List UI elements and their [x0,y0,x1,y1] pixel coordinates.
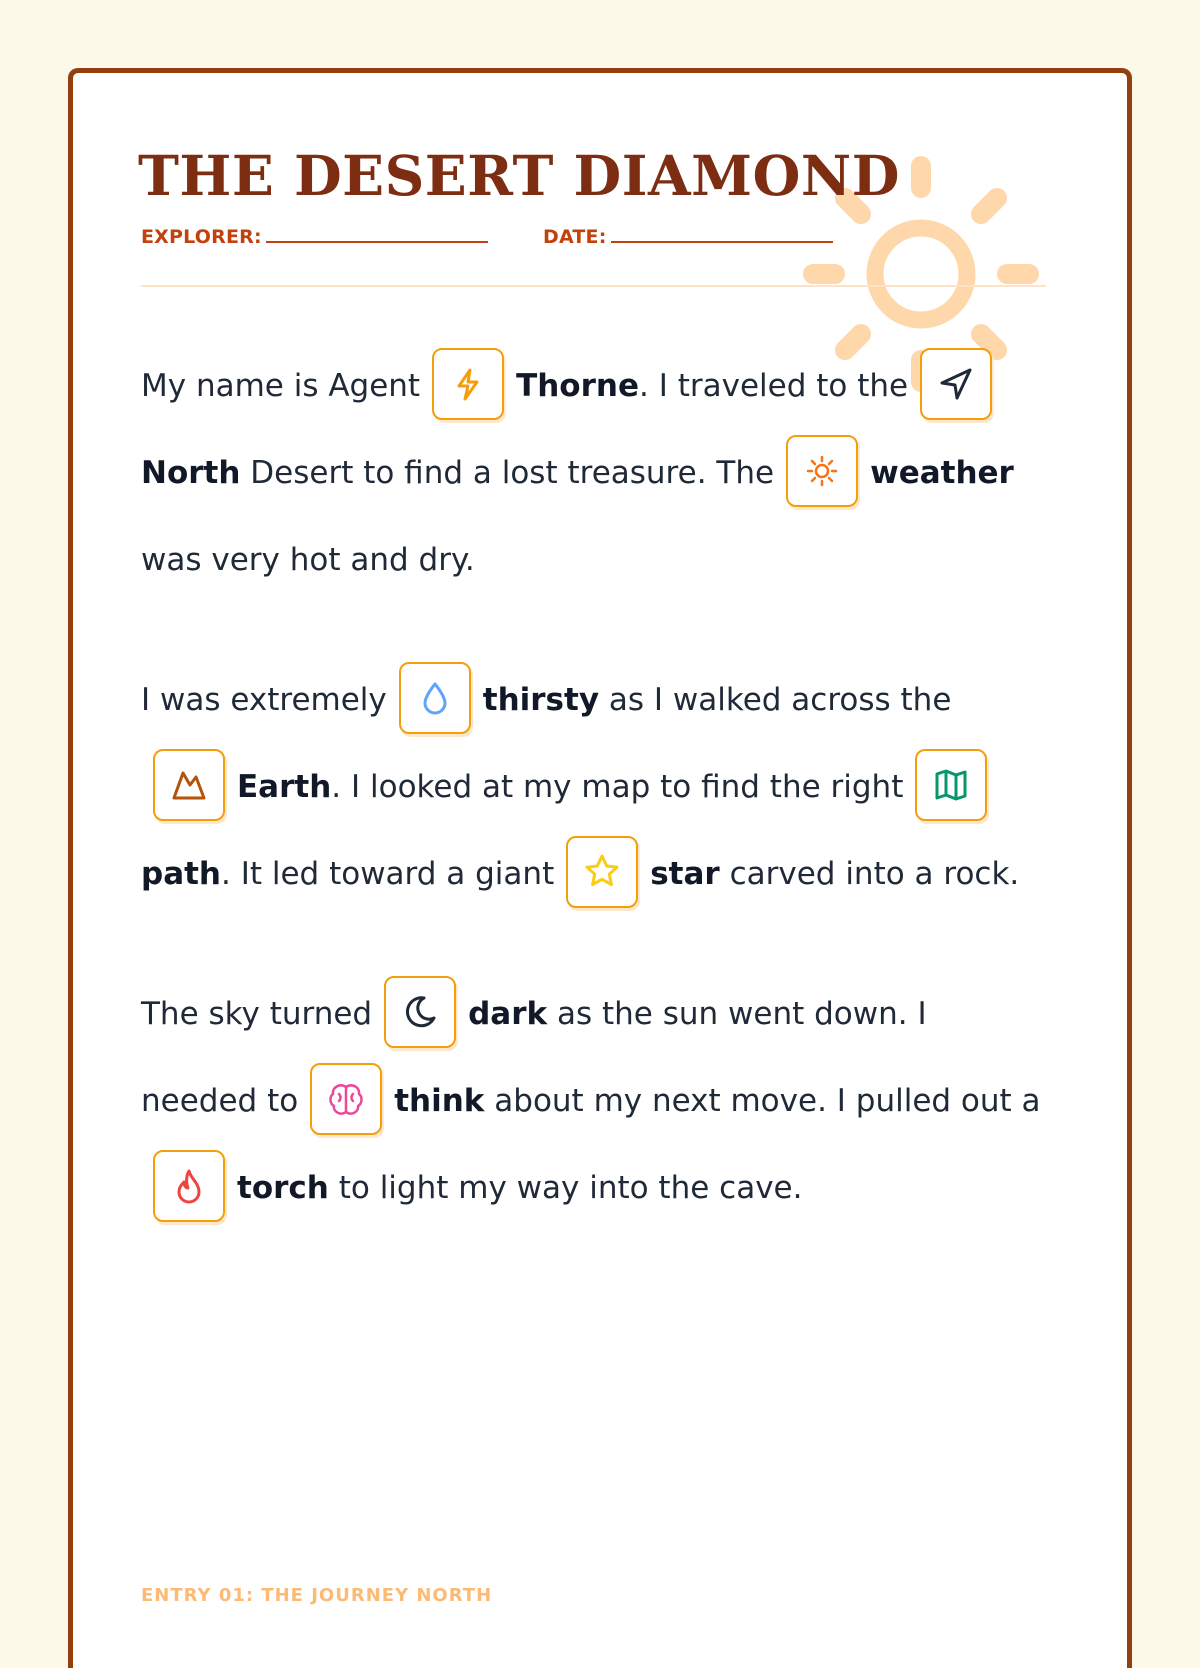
keyword: dark [468,996,548,1032]
keyword: torch [237,1170,329,1206]
text-span: . It led toward a giant [221,856,555,892]
text-span: Desert to find a lost treasure. The [250,455,775,491]
keyword: Earth [237,769,332,805]
story-text [141,343,1041,1285]
paragraph-2 [141,657,1041,918]
mountain-icon [153,749,225,821]
keyword: North [141,455,241,491]
explorer-blank[interactable] [266,225,488,243]
worksheet-card [68,68,1132,1668]
brain-icon [310,1063,382,1135]
paragraph-3 [141,971,1041,1232]
date-field[interactable] [543,225,833,248]
text-span: The sky turned [141,996,373,1032]
keyword: think [394,1083,485,1119]
text-span: as the sun went down. I needed to [141,996,927,1119]
text-span: . I traveled to the [639,368,909,404]
text-span: My name is Agent [141,368,421,404]
date-blank[interactable] [611,225,833,243]
text-span: . I looked at my map to find the right [331,769,904,805]
header-divider [141,285,1046,287]
worksheet-title: THE DESERT DIAMOND [138,143,900,208]
map-icon [915,749,987,821]
text-span: to light my way into the cave. [338,1170,803,1206]
paragraph-1 [141,343,1041,604]
flame-icon [153,1150,225,1222]
keyword: path [141,856,221,892]
explorer-field[interactable] [141,225,488,248]
explorer-label: EXPLORER: [141,226,262,248]
keyword: Thorne [516,368,639,404]
moon-icon [384,976,456,1048]
keyword: star [650,856,720,892]
text-span: I was extremely [141,682,387,718]
navigation-arrow-icon [920,348,992,420]
droplet-icon [399,662,471,734]
keyword: weather [870,455,1014,491]
date-label: DATE: [543,226,607,248]
sun-icon [786,435,858,507]
keyword: thirsty [482,682,600,718]
star-icon [566,836,638,908]
lightning-icon [432,348,504,420]
text-span: about my next move. I pulled out a [494,1083,1041,1119]
text-span: was very hot and dry. [141,542,475,578]
page-footer: ENTRY 01: THE JOURNEY NORTH [141,1585,493,1606]
text-span: as I walked across the [608,682,952,718]
text-span: carved into a rock. [729,856,1020,892]
